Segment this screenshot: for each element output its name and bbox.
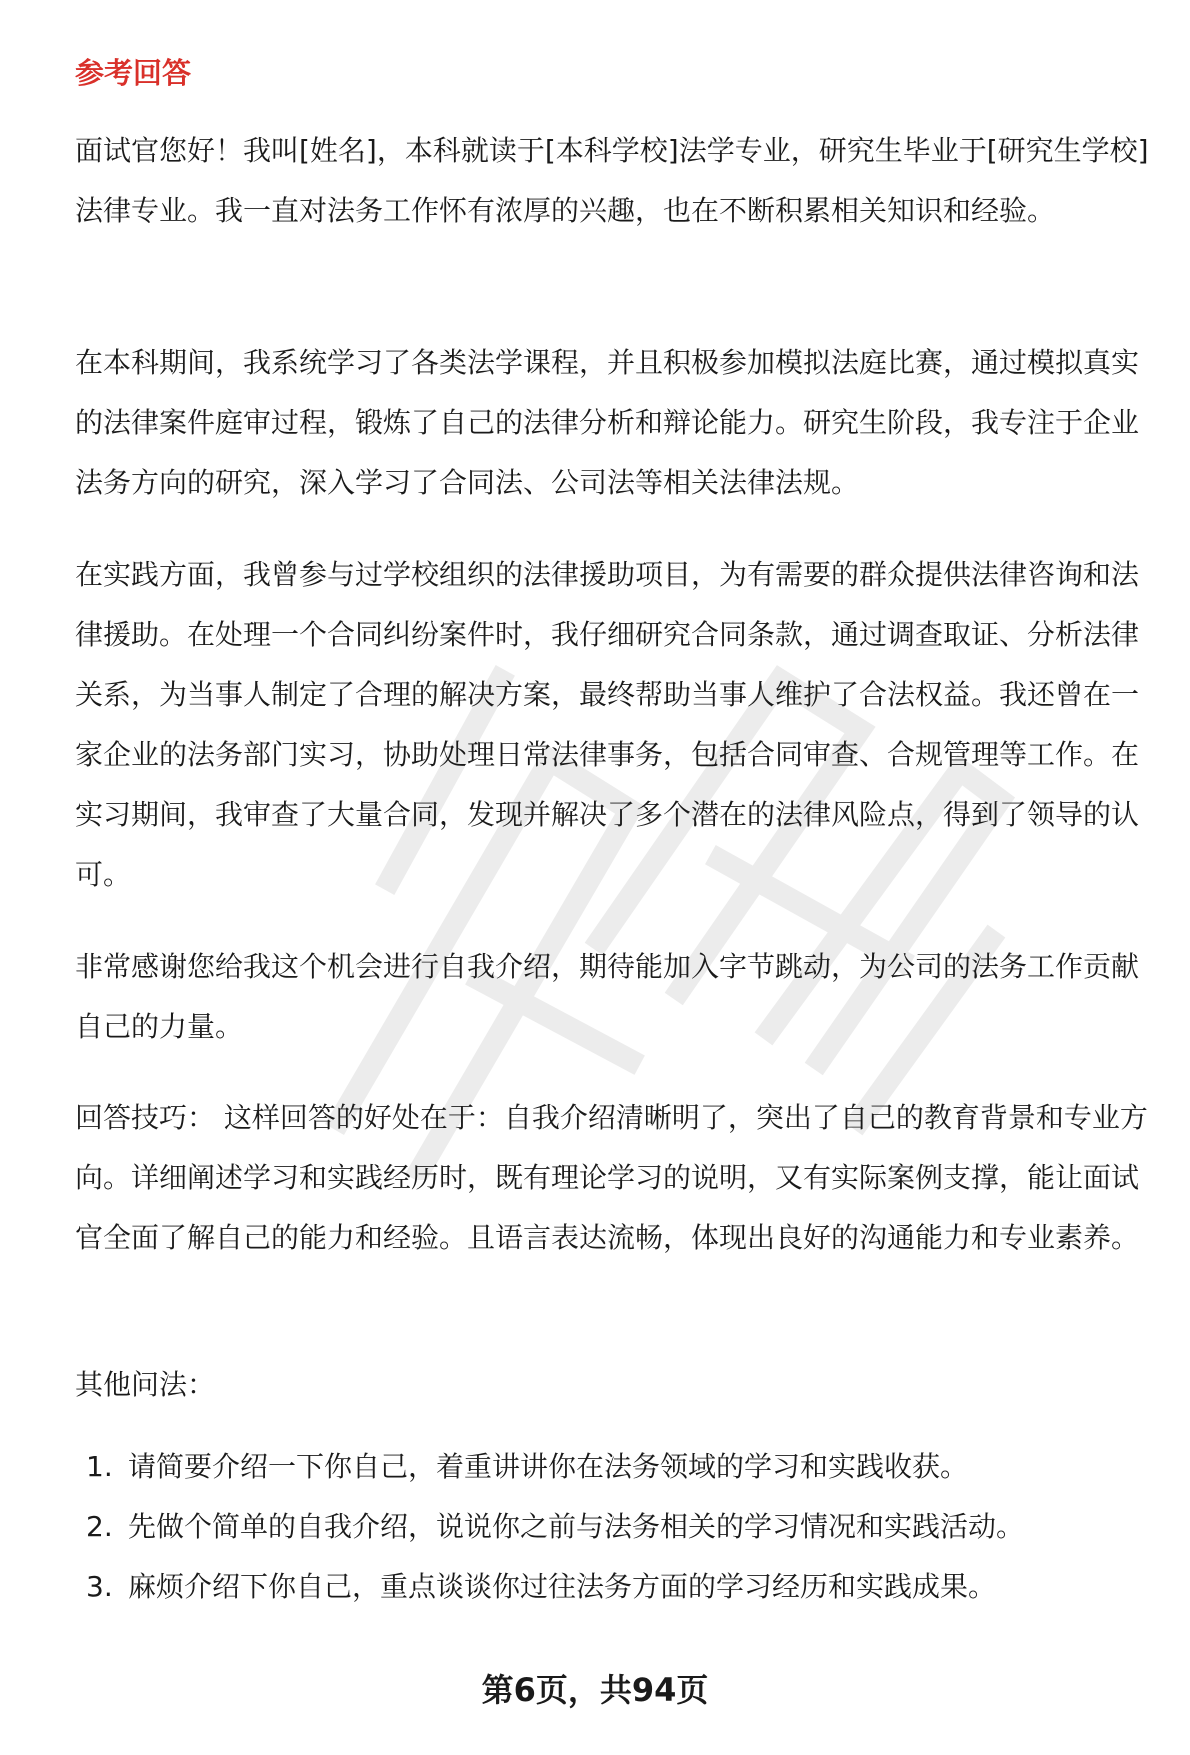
section-title: 参考回答 xyxy=(75,56,192,90)
list-item-text: 请简要介绍一下你自己，着重讲讲你在法务领域的学习和实践收获。 xyxy=(128,1450,969,1483)
list-item-text: 先做个简单的自我介绍，说说你之前与法务相关的学习情况和实践活动。 xyxy=(128,1510,1025,1543)
other-questions-list xyxy=(86,1437,1166,1617)
list-item xyxy=(86,1437,1166,1497)
answer-paragraph-closing: 非常感谢您给我这个机会进行自我介绍，期待能加入字节跳动，为公司的法务工作贡献自己的力量。 xyxy=(75,950,1140,1043)
list-item xyxy=(86,1497,1166,1557)
answer-paragraph-study: 在本科期间，我系统学习了各类法学课程，并且积极参加模拟法庭比赛，通过模拟真实的法律案件庭审过程，锻炼了自己的法律分析和辩论能力。研究生阶段，我专注于企业法务方向的研究，深入学习了合同法、公司法等相关法律法规。 xyxy=(75,346,1140,499)
page-number-footer: 第6页，共94页 xyxy=(481,1671,709,1709)
list-item-number: 3. xyxy=(86,1570,113,1603)
list-item xyxy=(86,1557,1166,1617)
answer-tips-paragraph: 回答技巧： 这样回答的好处在于：自我介绍清晰明了，突出了自己的教育背景和专业方向。详细阐述学习和实践经历时，既有理论学习的说明，又有实际案例支撑，能让面试官全面了解自己的能力和经验。且语言表达流畅，体现出良好的沟通能力和专业素养。 xyxy=(75,1101,1148,1254)
list-item-number: 2. xyxy=(86,1510,113,1543)
list-item-text: 麻烦介绍下你自己，重点谈谈你过往法务方面的学习经历和实践成果。 xyxy=(128,1570,997,1603)
answer-paragraph-practice: 在实践方面，我曾参与过学校组织的法律援助项目，为有需要的群众提供法律咨询和法律援助。在处理一个合同纠纷案件时，我仔细研究合同条款，通过调查取证、分析法律关系，为当事人制定了合理的解决方案，最终帮助当事人维护了合法权益。我还曾在一家企业的法务部门实习，协助处理日常法律事务，包括合同审查、合规管理等工作。在实习期间，我审查了大量合同，发现并解决了多个潜在的法律风险点，得到了领导的认可。 xyxy=(75,558,1140,891)
answer-paragraph-intro: 面试官您好！我叫[姓名]，本科就读于[本科学校]法学专业，研究生毕业于[研究生学校]法律专业。我一直对法务工作怀有浓厚的兴趣，也在不断积累相关知识和经验。 xyxy=(75,134,1149,227)
other-questions-label: 其他问法： xyxy=(75,1368,216,1401)
list-item-number: 1. xyxy=(86,1450,113,1483)
